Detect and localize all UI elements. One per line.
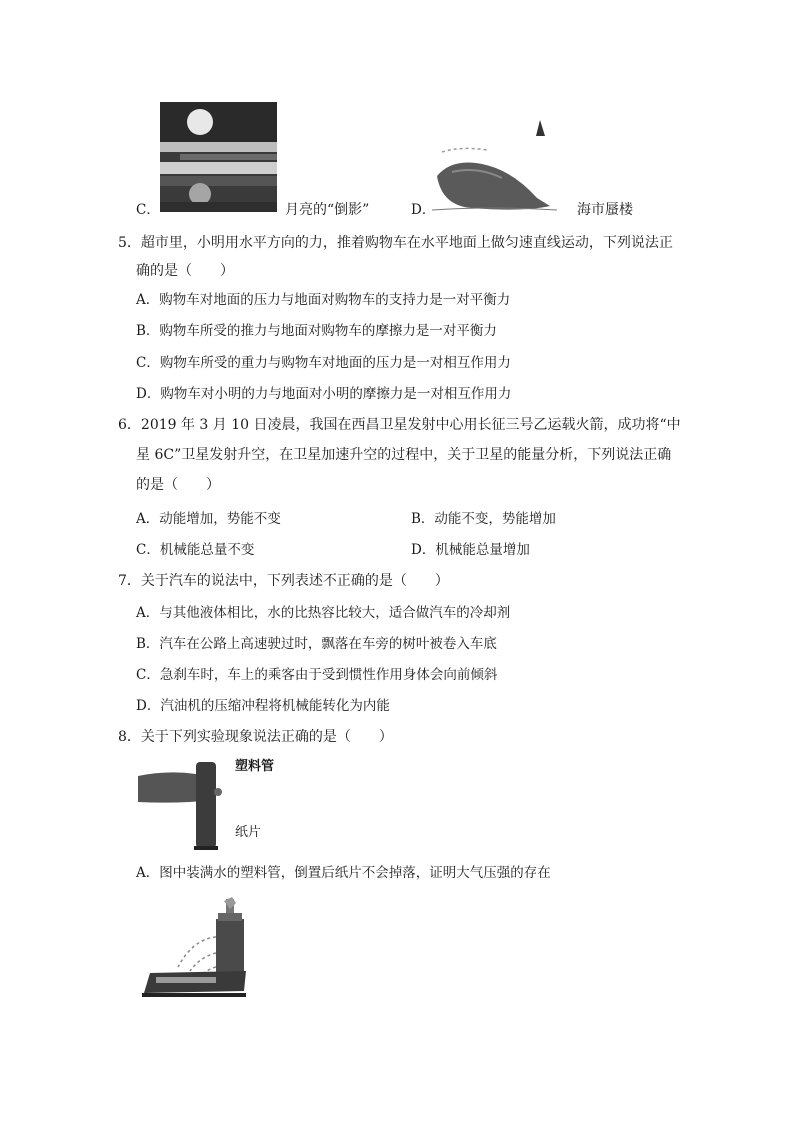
q5-stem-line2: 确的是（ ） [136, 263, 234, 279]
moon-reflection-image [160, 102, 277, 212]
q6-option-c: C．机械能总量不变 [136, 542, 255, 558]
option-c-caption: 月亮的“倒影” [285, 202, 370, 218]
q5-option-a: A．购物车对地面的压力与地面对购物车的支持力是一对平衡力 [136, 292, 511, 308]
option-d-label: D． [411, 202, 436, 218]
q7-option-b: B．汽车在公路上高速驶过时，飘落在车旁的树叶被卷入车底 [136, 636, 497, 652]
mirage-photo [432, 116, 557, 214]
water-jet-bottle-image [138, 897, 248, 1003]
q7-option-a: A．与其他液体相比，水的比热容比较大，适合做汽车的冷却剂 [136, 605, 511, 621]
q6-option-b: B．动能不变，势能增加 [411, 511, 556, 527]
option-d-caption: 海市蜃楼 [577, 202, 633, 218]
q5-option-c: C．购物车所受的重力与购物车对地面的压力是一对相互作用力 [136, 355, 511, 371]
q7-option-c: C．急刹车时，车上的乘客由于受到惯性作用身体会向前倾斜 [136, 667, 498, 683]
q7-stem: 7．关于汽车的说法中，下列表述不正确的是（ ） [118, 573, 449, 589]
option-c-label: C． [136, 202, 160, 218]
moon-reflection-photo [160, 102, 277, 212]
water-jet-bottle-figure [138, 897, 248, 1003]
q7-option-d: D．汽油机的压缩冲程将机械能转化为内能 [136, 698, 390, 714]
q6-stem-line2: 星 6C”卫星发射升空，在卫星加速升空的过程中，关于卫星的能量分析，下列说法正确 [136, 447, 672, 463]
q6-option-d: D．机械能总量增加 [411, 542, 530, 558]
q6-stem-line3: 的是（ ） [136, 477, 220, 493]
q8-stem: 8．关于下列实验现象说法正确的是（ ） [118, 729, 393, 745]
q5-stem-line1: 5．超市里，小明用水平方向的力，推着购物车在水平地面上做匀速直线运动，下列说法正 [118, 235, 673, 251]
q5-option-d: D．购物车对小明的力与地面对小明的摩擦力是一对相互作用力 [136, 386, 512, 402]
q6-option-a: A．动能增加，势能不变 [136, 511, 281, 527]
q6-stem-line1: 6．2019 年 3 月 10 日凌晨，我国在西昌卫星发射中心用长征三号乙运载火箭，成功将“中 [118, 417, 681, 433]
mirage-image [432, 116, 557, 214]
q5-option-b: B．购物车所受的推力与地面对购物车的摩擦力是一对平衡力 [136, 323, 497, 339]
figure-label-paper: 纸片 [235, 825, 262, 840]
figure-label-tube: 塑料管 [235, 759, 275, 774]
q8-option-a: A．图中装满水的塑料管，倒置后纸片不会掉落，证明大气压强的存在 [136, 865, 551, 881]
